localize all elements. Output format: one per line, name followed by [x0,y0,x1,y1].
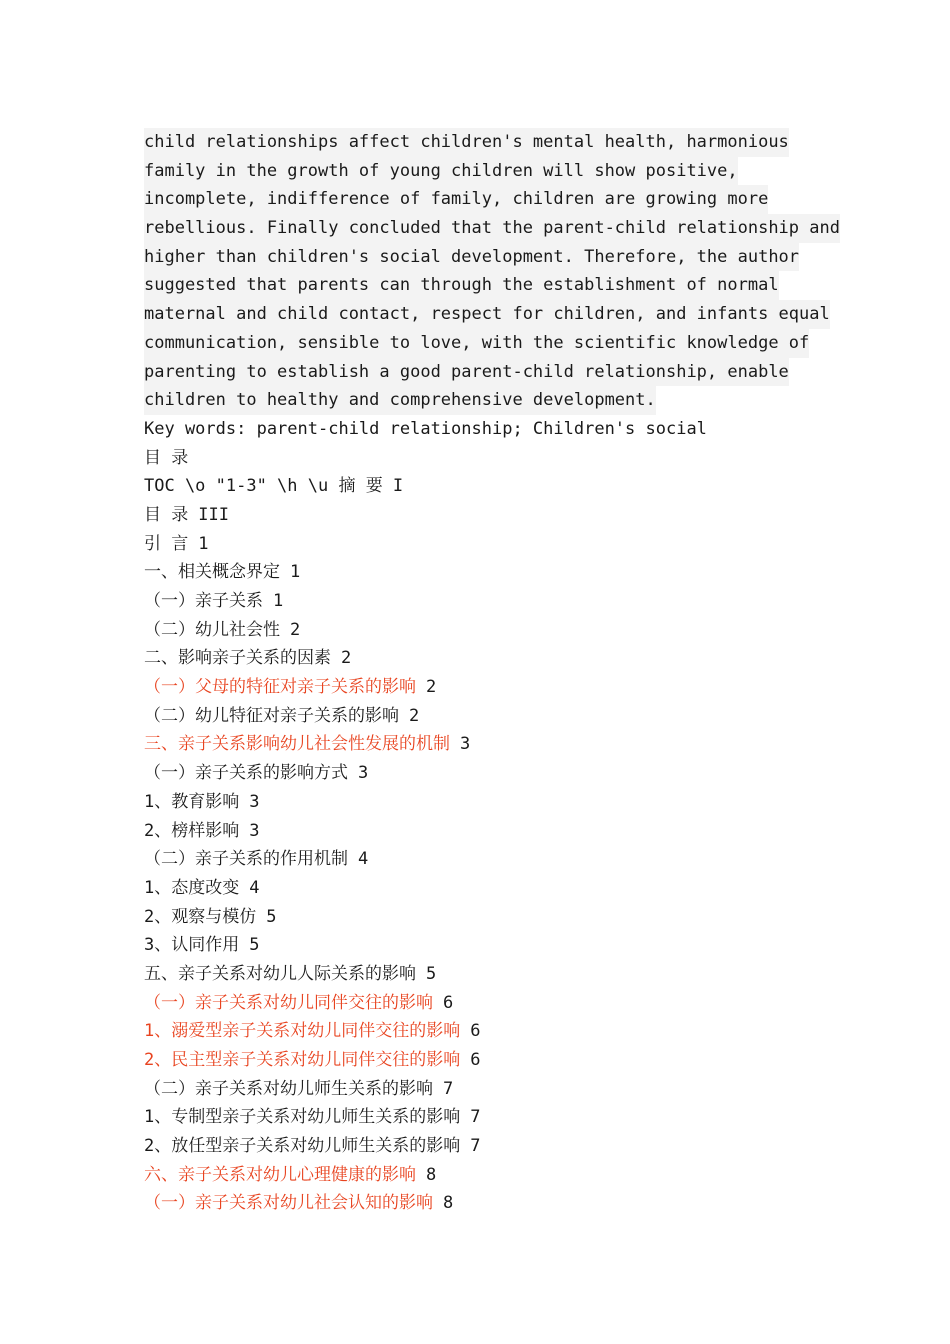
toc-entry-page-number: 2 [426,677,437,698]
toc-entry[interactable] [144,903,844,932]
toc-entry-title: （一）亲子关系的影响方式 [144,763,348,784]
toc-entry-title: 六、亲子关系对幼儿心理健康的影响 [144,1164,416,1185]
toc-entry-title: 2、观察与模仿 [144,906,257,927]
toc-entry-page-number: 4 [249,877,260,898]
abstract-block [144,128,844,415]
toc-entry[interactable] [144,817,844,846]
toc-entry-page-number: 8 [443,1193,454,1214]
toc-entry[interactable] [144,616,844,645]
toc-entry-title: 2、榜样影响 [144,820,240,841]
abstract-line: suggested that parents can through the establishment of normal [144,271,779,300]
toc-entry-title: 2、民主型亲子关系对幼儿同伴交往的影响 [144,1050,461,1070]
toc-entry-title: 五、亲子关系对幼儿人际关系的影响 [144,963,416,984]
toc-entry-page-number: 2 [409,705,420,726]
toc-entry-title: 二、影响亲子关系的因素 [144,648,331,669]
toc-entry[interactable] [144,960,844,989]
abstract-line: parenting to establish a good parent-child relationship, enable [144,358,789,387]
toc-entry-page-number: 1 [273,591,284,611]
toc-entry[interactable] [144,931,844,960]
toc-entry[interactable] [144,845,844,874]
toc-entry-title: 2、放任型亲子关系对幼儿师生关系的影响 [144,1136,461,1157]
toc-entry[interactable] [144,587,844,616]
toc-entry-page-number: 5 [266,906,277,927]
toc-entry[interactable] [144,1161,844,1190]
toc-heading: 目 录 [144,447,189,468]
toc-entry-page-number: 1 [198,533,209,554]
toc-entry-title: 1、溺爱型亲子关系对幼儿同伴交往的影响 [144,1021,461,1042]
toc-entry-page-number: 3 [249,820,260,841]
abstract-line: children to healthy and comprehensive development. [144,386,656,415]
toc-entry[interactable] [144,788,844,817]
toc-entry[interactable] [144,644,844,673]
toc-entry[interactable] [144,1132,844,1161]
toc-entry-page-number: 6 [443,992,454,1013]
toc-entries-list [144,501,844,1218]
abstract-line: communication, sensible to love, with the scientific knowledge of [144,329,809,358]
abstract-line: higher than children's social development. Therefore, the author [144,243,799,272]
toc-entry-page-number: 3 [358,763,369,784]
abstract-line: maternal and child contact, respect for children, and infants equal [144,300,830,329]
toc-entry-title: 三、亲子关系影响幼儿社会性发展的机制 [144,734,450,755]
toc-entry[interactable] [144,730,844,759]
toc-entry-title: 1、专制型亲子关系对幼儿师生关系的影响 [144,1107,461,1128]
toc-entry-page-number: 3 [249,791,260,812]
toc-entry-title: （一）亲子关系 [144,591,263,611]
toc-entry-page-number: 2 [341,648,352,669]
toc-entry-title: （一）亲子关系对幼儿社会认知的影响 [144,1193,433,1214]
toc-entry[interactable] [144,1075,844,1104]
toc-entry-title: 一、相关概念界定 [144,562,280,583]
abstract-line: child relationships affect children's mental health, harmonious [144,128,789,157]
toc-entry[interactable] [144,530,844,559]
toc-entry-title: 引 言 [144,533,189,554]
toc-entry-title: 目 录 [144,504,189,525]
toc-entry-page-number: 8 [426,1164,437,1185]
toc-entry-title: （二）幼儿社会性 [144,619,280,640]
toc-entry[interactable] [144,702,844,731]
toc-entry-page-number: III [198,504,229,525]
abstract-line: rebellious. Finally concluded that the parent-child relationship and [144,214,840,243]
toc-entry-page-number: 7 [443,1078,454,1099]
toc-entry-page-number: 6 [470,1021,481,1042]
toc-entry-page-number: 5 [249,935,260,956]
toc-entry[interactable] [144,1189,844,1218]
abstract-line: incomplete, indifference of family, children are growing more [144,185,768,214]
toc-entry[interactable] [144,989,844,1018]
toc-entry-title: 3、认同作用 [144,935,240,956]
toc-entry[interactable] [144,1103,844,1132]
toc-field-code: TOC \o "1-3" \h \u 摘 要 I [144,476,404,497]
toc-entry-title: 1、教育影响 [144,791,240,812]
keywords-line: Key words: parent-child relationship; Children's social [144,418,707,439]
toc-entry[interactable] [144,501,844,530]
toc-entry[interactable] [144,759,844,788]
toc-entry[interactable] [144,1017,844,1046]
toc-entry-page-number: 3 [460,734,471,755]
toc-entry-title: （一）父母的特征对亲子关系的影响 [144,677,416,698]
toc-entry[interactable] [144,1046,844,1075]
abstract-line: family in the growth of young children will show positive, [144,157,738,186]
table-of-contents [144,415,844,1218]
toc-entry-page-number: 2 [290,619,301,640]
document-page [144,128,844,1218]
toc-entry-page-number: 7 [470,1107,481,1128]
toc-entry-page-number: 6 [470,1050,481,1070]
toc-entry-title: （二）幼儿特征对亲子关系的影响 [144,705,399,726]
toc-entry[interactable] [144,558,844,587]
toc-entry-title: 1、态度改变 [144,877,240,898]
toc-entry-page-number: 5 [426,963,437,984]
toc-entry-page-number: 7 [470,1136,481,1157]
toc-entry-title: （二）亲子关系的作用机制 [144,849,348,870]
toc-entry-page-number: 4 [358,849,369,870]
toc-entry-title: （一）亲子关系对幼儿同伴交往的影响 [144,992,433,1013]
toc-entry-title: （二）亲子关系对幼儿师生关系的影响 [144,1078,433,1099]
toc-entry-page-number: 1 [290,562,301,583]
toc-entry[interactable] [144,874,844,903]
toc-entry[interactable] [144,673,844,702]
